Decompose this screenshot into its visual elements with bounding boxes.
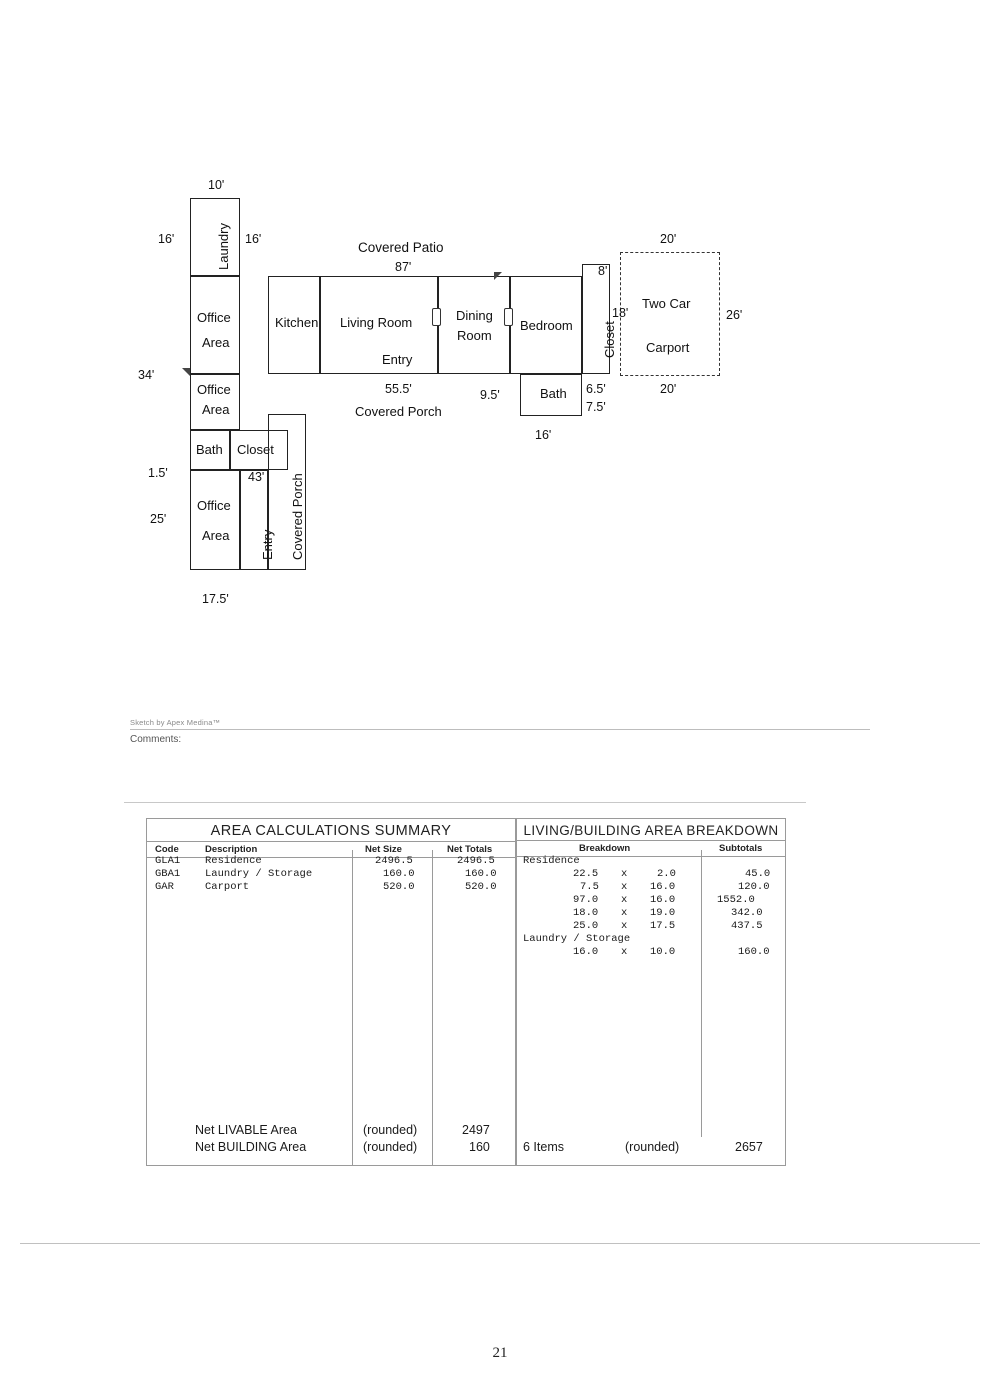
cell-b: 16.0: [650, 881, 676, 893]
room-label-dining: Dining: [456, 308, 493, 323]
column-divider-2: [432, 850, 433, 1165]
cell-code: GBA1: [155, 868, 181, 880]
cell-b: 17.5: [650, 920, 676, 932]
table-row: [517, 946, 785, 959]
area-summary-title: AREA CALCULATIONS SUMMARY: [210, 823, 452, 839]
items-count: 6 Items: [523, 1140, 564, 1154]
table-row: [517, 920, 785, 933]
table-row: [147, 868, 515, 881]
room-label-covered-porch-vertical: Covered Porch: [290, 473, 305, 560]
label-carport: Carport: [646, 340, 690, 355]
cell-a: 97.0: [573, 894, 599, 906]
cell-a: 18.0: [573, 907, 599, 919]
comments-label: Comments:: [130, 734, 182, 745]
dim-87: 87': [395, 260, 412, 274]
dim-20-bottom: 20': [660, 382, 677, 396]
room-label-bedroom: Bedroom: [520, 318, 573, 333]
cell-op: x: [621, 946, 628, 958]
dim-16-left: 16': [158, 232, 175, 246]
cell-subtotal: 342.0: [731, 907, 763, 919]
cell-net-size: 520.0: [383, 881, 415, 893]
cell-op: x: [621, 907, 628, 919]
room-label-closet: Closet: [237, 442, 274, 457]
cell-code: GLA1: [155, 855, 181, 867]
header-breakdown: Breakdown: [579, 843, 631, 854]
label-net-building: Net BUILDING Area: [195, 1140, 307, 1154]
footer-divider: [130, 729, 870, 730]
cell-subtotal: 45.0: [745, 868, 771, 880]
cell-description: Laundry / Storage: [205, 868, 313, 880]
dim-26: 26': [726, 308, 743, 322]
room-label-office-area2: Area: [202, 402, 230, 417]
cell-code: GAR: [155, 881, 174, 893]
dim-1-5: 1.5': [148, 466, 168, 480]
label-two-car: Two Car: [642, 296, 691, 311]
cell-net-totals: 160.0: [465, 868, 497, 880]
header-net-totals: Net Totals: [447, 844, 493, 855]
column-divider-1: [352, 850, 353, 1165]
breakdown-footer-row: [517, 1140, 785, 1157]
sketch-footer: [130, 718, 870, 745]
dim-25: 25': [150, 512, 167, 526]
cell-subtotal: 437.5: [731, 920, 763, 932]
cell-b: 16.0: [650, 894, 676, 906]
room-laundry: [190, 198, 240, 276]
breakdown-total: 2657: [735, 1140, 763, 1154]
floor-plan-sketch: [120, 160, 840, 640]
area-breakdown-footer: [517, 1140, 785, 1157]
dim-6-5: 6.5': [586, 382, 606, 396]
group-name-residence: Residence: [523, 855, 580, 867]
cell-op: x: [621, 894, 628, 906]
cell-op: x: [621, 868, 628, 880]
cell-b: 19.0: [650, 907, 676, 919]
room-label-office-area: Area: [202, 335, 230, 350]
sketch-credit: Sketch by Apex Medina™: [130, 718, 221, 727]
header-net-size: Net Size: [365, 844, 402, 855]
cell-op: x: [621, 920, 628, 932]
dim-18: 18': [612, 306, 629, 320]
cell-net-size: 2496.5: [375, 855, 413, 867]
cell-description: Carport: [205, 881, 250, 893]
door-icon-dining-bedroom: [504, 308, 513, 326]
room-label-office-area3: Area: [202, 528, 230, 543]
note-rounded-building: (rounded): [363, 1140, 418, 1154]
room-label-bath-right: Bath: [540, 386, 567, 401]
dim-16-right: 16': [245, 232, 262, 246]
room-label-closet-vertical: Closet: [602, 321, 617, 358]
room-label-kitchen: Kitchen: [275, 315, 319, 330]
header-code: Code: [155, 844, 179, 855]
cell-net-size: 160.0: [383, 868, 415, 880]
dim-7-5: 7.5': [586, 400, 606, 414]
table-row: [147, 855, 515, 868]
dim-55-5: 55.5': [385, 382, 412, 396]
value-net-livable: 2497: [462, 1123, 490, 1137]
group-header: [517, 933, 785, 946]
calculations-section: [124, 802, 884, 1182]
dim-34: 34': [138, 368, 155, 382]
cell-b: 2.0: [657, 868, 676, 880]
note-rounded: (rounded): [625, 1140, 680, 1154]
room-label-office: Office: [197, 310, 231, 325]
total-livable-row: [147, 1123, 515, 1140]
header-description: Description: [205, 844, 258, 855]
group-name-laundry-storage: Laundry / Storage: [523, 933, 631, 945]
table-row: [517, 868, 785, 881]
cell-subtotal: 120.0: [738, 881, 770, 893]
room-dining-room: [438, 276, 510, 374]
room-two-car-carport: [620, 252, 720, 376]
cell-b: 10.0: [650, 946, 676, 958]
cell-a: 16.0: [573, 946, 599, 958]
area-summary-totals: [147, 1123, 515, 1157]
dim-43: 43': [248, 470, 265, 484]
table-row: [517, 907, 785, 920]
calcs-top-divider: [124, 802, 806, 803]
group-header: [517, 855, 785, 868]
table-row: [517, 894, 785, 907]
label-covered-porch-horizontal: Covered Porch: [355, 404, 442, 419]
area-breakdown-rows: [517, 855, 785, 959]
label-entry-horizontal: Entry: [382, 352, 413, 367]
label-covered-patio: Covered Patio: [358, 240, 444, 255]
dim-10: 10': [208, 178, 225, 192]
cell-op: x: [621, 881, 628, 893]
room-label-office2: Office: [197, 382, 231, 397]
header-subtotals: Subtotals: [719, 843, 763, 854]
room-label-room: Room: [457, 328, 492, 343]
dim-17-5: 17.5': [202, 592, 229, 606]
room-label-laundry: Laundry: [216, 223, 231, 270]
table-row: [147, 881, 515, 894]
value-net-building: 160: [469, 1140, 490, 1154]
dim-9-5: 9.5': [480, 388, 500, 402]
cell-subtotal: 1552.0: [717, 894, 755, 906]
cell-a: 25.0: [573, 920, 599, 932]
area-breakdown-title: LIVING/BUILDING AREA BREAKDOWN: [523, 823, 779, 838]
corner-marker-icon-dining: [494, 272, 502, 280]
room-label-entry-vertical: Entry: [260, 529, 275, 560]
table-row: [517, 881, 785, 894]
room-label-living-room: Living Room: [340, 315, 413, 330]
cell-net-totals: 520.0: [465, 881, 497, 893]
area-calculations-summary-table: [146, 818, 516, 1166]
dim-16-bath: 16': [535, 428, 552, 442]
dim-20-top: 20': [660, 232, 677, 246]
door-icon-living-dining: [432, 308, 441, 326]
cell-subtotal: 160.0: [738, 946, 770, 958]
cell-a: 22.5: [573, 868, 599, 880]
living-building-area-breakdown-table: [516, 818, 786, 1166]
total-building-row: [147, 1140, 515, 1157]
page-bottom-divider: [20, 1243, 980, 1244]
corner-marker-icon-left: [182, 368, 190, 376]
room-office-area-top: [190, 276, 240, 374]
room-label-office3: Office: [197, 498, 231, 513]
room-office-area-lower: [190, 470, 240, 570]
page-number: 21: [492, 1345, 508, 1361]
cell-net-totals: 2496.5: [457, 855, 495, 867]
note-rounded-livable: (rounded): [363, 1123, 418, 1137]
cell-description: Residence: [205, 855, 262, 867]
label-net-livable: Net LIVABLE Area: [195, 1123, 297, 1137]
cell-a: 7.5: [580, 881, 599, 893]
dim-8: 8': [598, 264, 608, 278]
area-summary-rows: [147, 855, 515, 894]
room-label-bath: Bath: [196, 442, 223, 457]
